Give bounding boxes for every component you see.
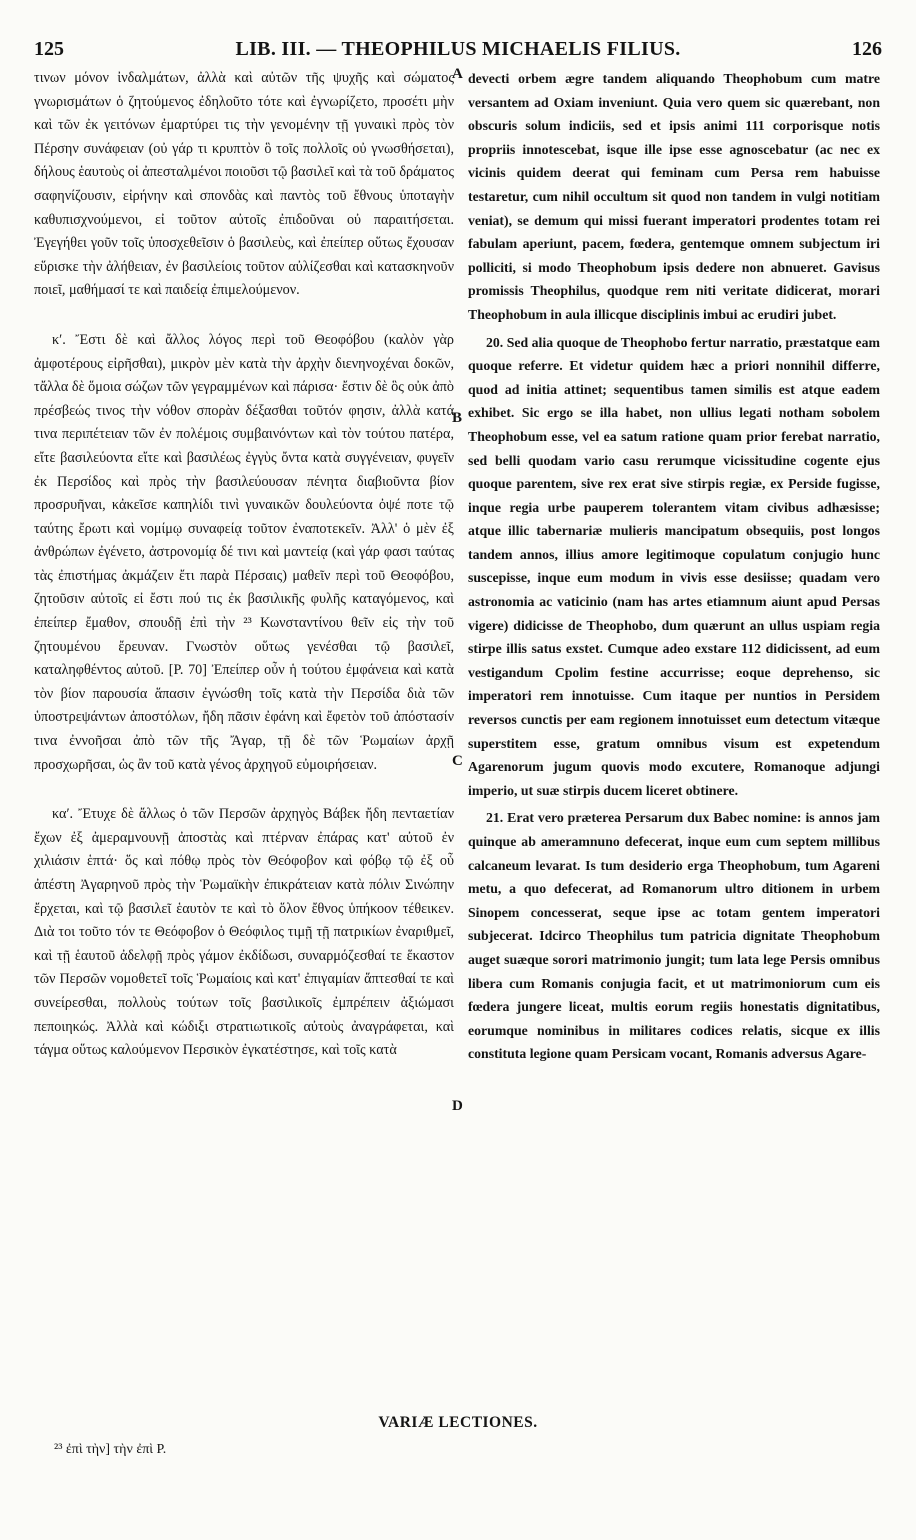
- margin-letter-c: C: [452, 753, 463, 769]
- latin-paragraph-2: 20. Sed alia quoque de Theophobo fertur narratio, præstatque eam quoque referre. Et videtur quidem hæc a priori nonnihil differre, quod ad initia attinet; sequentibus tamen similis est atque eadem exhibet. Sic ergo se illa habet, non ullius legati notham sobolem Theophobum esse, vel ea satum ratione quam prior ferebat narratio, sed belli quodam vario casu rerumque vicissitudine cogente ejus quoque parentem, sive rex erat sive stirpis regiæ, ex Perside fugisse, inque regia urbe pauperem tolerantem vitam civibus adhæsisse; atque illic tabernariæ mulieris mancipatum obsequiis, post longos tandem annos, illius amore legitimoque copulatum conjugio hunc suscepisse, inque eum modum in vivis esse desiisse; quadam vero astronomia ac vaticinio (nam has artes etiamnum aiunt apud Persas vigere) didicisse de Theophobo, dum quærunt an ullus uspiam regia stirpe illis satus exstet. Cumque adeo exstare 112 didicissent, ad eum vestigandum Cpolim festine accurrisse; eoque deprehenso, sic imperatori rem innotuisse. Cum itaque per nuntios in Persidem reversos cunctis per eam regionem innotuisset eum detectum vitæque superstitem esse, gratum omnibus visum est expetendum Agarenorum jugum quovis modo excutere, Romanoque adjungi imperio, ut suæ stirpis ducem liceret obtinere.: [468, 334, 880, 798]
- latin-paragraph-1: devecti orbem ægre tandem aliquando Theophobum cum matre versantem ad Oxiam inveniunt. Quia vero quem sic quærebant, non obscuris solum indiciis, sed et ipsis animi 111 corporisque notis propriis innotescebat, isque ille ipse esse agnoscebatur (ac nec ex vicinis quidem deerat qui feminam cum Persa rem habuisse testaretur, cum nihil occultum sit quod non tandem in vulgi notitiam veniat), se demum qui missi fuerant imperatori prodentes totam rei fabulam aperiunt, pacem, fœdera, gentemque omnem subjectum iri polliciti, si modo Theophobum ipsis dedere non abnueret. Gavisus promissis Theophilus, quodque rem niti veritate didicerat, morari Theophobum in aula illicque disciplinis imbui ac erudiri jubet.: [468, 71, 880, 322]
- page-number-right: 126: [852, 38, 882, 60]
- margin-letter-d: D: [452, 1098, 463, 1114]
- variae-lectiones-heading: VARIÆ LECTIONES.: [378, 1414, 538, 1431]
- page-header: [34, 38, 882, 66]
- page-number-left: 125: [34, 38, 64, 60]
- greek-paragraph-1: τινων μόνον ἰνδαλμάτων, ἀλλὰ καὶ αὐτῶν τῆς ψυχῆς καὶ σώματος γνωρισμάτων ὁ ζητούμενος ἐδηλοῦτο τότε καὶ ἐγνωρίζετο, προσέτι μὴν καὶ τῶν ἐκ γειτόνων ἐμαρτύρει τις τὴν γενομένην τῇ γυναικὶ πρὸς τὸν Πέρσην συνάφειαν (οὐ γάρ τι κρυπτὸν ὃ τοῖς πολλοῖς οὐ γνωσθήσεται), δήλους ἑαυτοὺς οἱ ἀπεσταλμένοι ποιοῦσι τῷ βασιλεῖ καὶ τὰ τοῦ δράματος σαφηνίζουσιν, εἰρήνην καὶ σπονδὰς καὶ παντὸς τοῦ ἔθνους ὑποταγὴν καθυπισχνούμενοι, εἰ τοῦτον αὐτοῖς ἐπιδοῦναι οὐ παραιτήσεται. Ἐγεγήθει γοῦν τοῖς ὑποσχεθεῖσιν ὁ βασιλεὺς, καὶ ἐπείπερ οὕτως ἔχουσαν εὕρισκε τὴν ἀλήθειαν, ἐν βασιλείοις τοῦτον αὐλίζεσθαι καὶ κατασκηνοῦν ποιεῖ, μαθήμασί τε καὶ παιδείᾳ ἐπιμελούμενον.: [34, 70, 454, 299]
- running-title: LIB. III. — THEOPHILUS MICHAELIS FILIUS.: [235, 38, 681, 60]
- latin-paragraph-3: 21. Erat vero præterea Persarum dux Babec nomine: is annos jam quinque ab ameramnuno defecerat, inque eum cum septem millibus calcaneum levarat. Is tum desiderio erga Theophobum, tum Agareni metu, a quo defecerat, ad Romanorum ultro ditionem in urbem Sinopem concesserat, seque ipse ac totam gentem imperatori subjecerat. Idcirco Theophilus tum patricia dignitate Theophobum auget suæque sorori matrimonio jungit; tum lata lege Persis omnibus libera cum Romanis conjugia facit, et ut matrimoniorum cum eis fœdera jungere liceat, multis eorum regiis honestatis dignitatibus, eorumque nominibus in militares codices relatis, sicque ex illis constituta legione quam Persicam vocant, Romanis adversus Agare-: [468, 810, 880, 1062]
- greek-paragraph-3: καʹ. Ἔτυχε δὲ ἄλλως ὁ τῶν Περσῶν ἀρχηγὸς Βάβεκ ἤδη πενταετίαν ἔχων ἐξ ἀμεραμνουνῇ ἀποστὰς καὶ πτέρναν ἐπάρας κατ' αὐτοῦ ἐν χιλιάσιν ἑπτά· ὅς καὶ πόθῳ πρὸς τὸν Θεόφοβον καὶ φόβῳ τῷ ἐξ οὗ ἀπέστη Ἀγαρηνοῦ πρὸς τὴν Ῥωμαϊκὴν ἐπικράτειαν κατὰ πόλιν Σινώπην ἔρχεται, καὶ τῷ βασιλεῖ ἑαυτὸν τε καὶ τὸ ὅλον ἔθνος ὑπήκοον τέθεικεν. Διὰ τοι τοῦτο τόν τε Θεόφοβον ὁ Θεόφιλος τιμῇ τῇ πατρικίων ἐναριθμεῖ, καὶ τῇ ἑαυτοῦ ἀδελφῇ πρὸς γάμον ἐκδίδωσι, συναρμόζεσθαί τε ἕκαστον τῶν Περσῶν νομοθετεῖ τοῖς Ῥωμαίοις καὶ κατ' ἐπιγαμίαν ἅπτεσθαί τε καὶ συνείρεσθαι, πολλοὺς τούτων τοῖς βασιλικοῖς ἐμπρέπειν ἀξιώμασι πεποιηκώς. Ἀλλὰ καὶ κώδιξι στρατιωτικοῖς αὐτοὺς ἀναγράφεται, καὶ τάγμα οὕτως καλούμενον Περσικὸν ἐγκατέστησε, καὶ τοῖς κατὰ: [34, 806, 454, 1059]
- margin-letter-a: A: [452, 66, 463, 82]
- margin-letter-b: B: [452, 410, 463, 426]
- greek-paragraph-2: κʹ. Ἔστι δὲ καὶ ἄλλος λόγος περὶ τοῦ Θεοφόβου (καλὸν γὰρ ἀμφοτέρους εἰρῆσθαι), μικρὸν μὲν κατὰ τὴν ἀρχὴν διενηνοχέναι δοκῶν, τἄλλα δὲ ὅμοια σώζων τῶν γεγραμμένων καὶ πάρισα· ἔστιν δὲ ὃς οὐκ ἀπὸ πρέσβεώς τινος τὴν νόθον σπορὰν δέξασθαι τοῦτόν φησιν, ἀλλὰ κατά τινα περιπέτειαν τῶν ἐν πολέμοις συμβαινόντων καὶ τὸν τούτου πατέρα, εἴτε βασιλεύοντα εἴτε καὶ βασιλέως ἐγγὺς ὄντα κατὰ συγγένειαν, φυγεῖν ἐκ Περσίδος καὶ πρὸς τὴν βασιλεύουσαν πένητα διαβιοῦντα βίον προσρυῆναι, κἀκεῖσε καπηλίδι τινὶ γυναικῶν δουλεύοντα ὀψέ ποτε τῷ ταύτης ἔρωτι καὶ νομίμῳ συναφείᾳ τοῦτον ἐναποτεκεῖν. Ἀλλ' ὁ μὲν ἐξ ἀνθρώπων ἐγένετο, ἀστρονομίᾳ δέ τινι καὶ μαντείᾳ (καὶ γάρ φασι ταύτας τὰς ἐπιστήμας ἀκμάζειν ἔτι παρὰ Πέρσαις) μαθεῖν περὶ τοῦ Θεοφόβου, ζητοῦσιν αὐτοῖς εἰ ἔστι πού τις ἐκ βασιλικῆς φυλῆς καταγόμενος, καὶ ἐπείπερ ἔμαθον, σπουδῇ ἐπὶ τὴν ²³ Κωνσταντίνου θεῖν εἰς τὴν τοῦ ζητουμένου ἔρευναν. Γνωστὸν οὕτως γενέσθαι τῷ βασιλεῖ, καταληφθέντος αὐτοῦ. [P. 70] Ἐπείπερ οὖν ἡ τούτου ἐμφάνεια καὶ κατὰ τὸν βίον παρουσία ἅπασιν ἐγνώσθη τοῖς κατὰ τὴν Περσίδα διὰ τῶν ὑποστρεψάντων ἀποστόλων, ἤδη πᾶσιν ἐφάνη καὶ ἔφετὸν τοῦ ἀπόστασίν τινα ἐννοῆσαι ἀπὸ τῶν τῆς Ἄγαρ, τῇ δὲ τῶν Ῥωμαίων ἀρχῇ προσχωρῆσαι, ὡς ἂν τοῦ κατὰ γένος ἀρχηγοῦ εὐμοιρήσειαν.: [34, 331, 454, 773]
- greek-column: [34, 67, 454, 1063]
- footnote: ²³ ἐπὶ τὴν] τὴν ἐπὶ P.: [54, 1442, 167, 1457]
- latin-column: [468, 67, 880, 1066]
